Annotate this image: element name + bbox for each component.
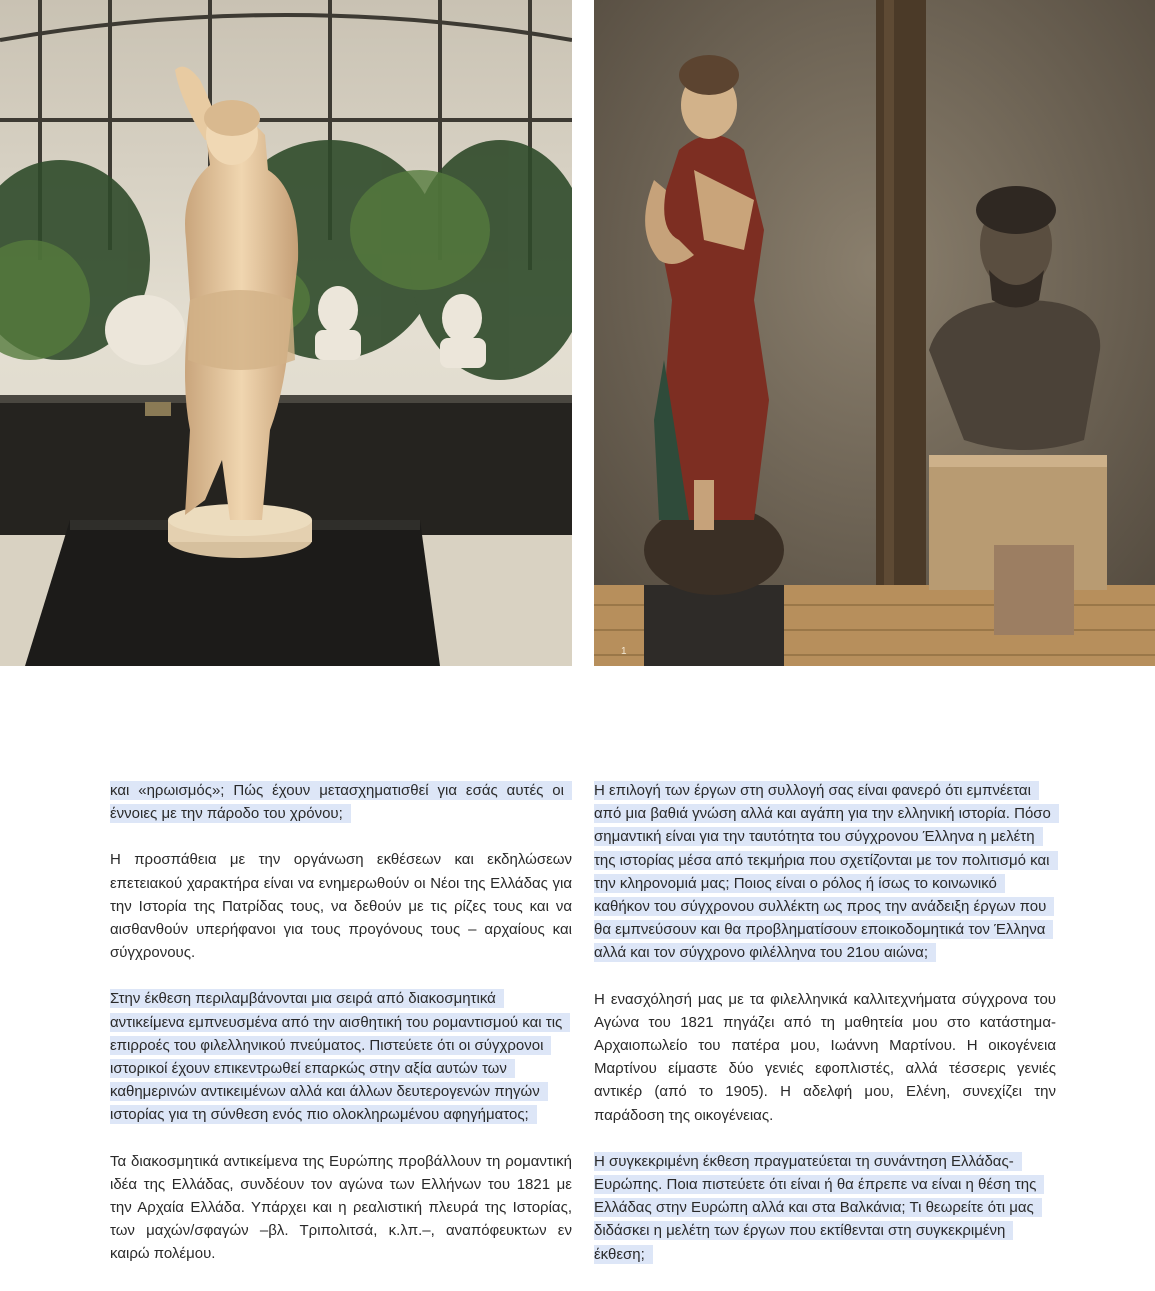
article-left-column: [110, 779, 572, 1266]
answer-paragraph: Τα διακοσμητικά αντικείμενα της Ευρώπης προβάλλουν τη ρομαντική ιδέα της Ελλάδας, συνδέουν τον αγώνα των Ελλήνων του 1821 με την Αρχαία Ελλάδα. Υπάρχει και η ρεαλιστική πλευρά της Ιστορίας, των μαχών/σφαγών –βλ. Τριπολιτσά, κ.λπ.–, αναπόφευκτων εν καιρώ πολέμου.: [110, 1152, 572, 1263]
paragraph-text: Η συγκεκριμένη έκθεση πραγματεύεται τη συνάντηση Ελλάδας-Ευρώπης. Ποια πιστεύετε ότι είναι ή θα έπρεπε να είναι η θέση της Ελλάδας στην Ευρώπη αλλά και στα Βαλκάνια; Τι θεωρείτε ότι μας διδάσκει η μελέτη των έργων που εκτίθενται στη συγκεκριμένη έκθεση;: [594, 1152, 1044, 1264]
figurehead-and-bust-image: [594, 0, 1155, 666]
marble-statue-image: [0, 0, 572, 666]
paragraph-text: Η επιλογή των έργων στη συλλογή σας είναι φανερό ότι εμπνέεται από μια βαθιά γνώση αλλά και αγάπη για την ελληνική ιστορία. Πόσο σημαντική είναι για την ταυτότητα του σύγχρονου Έλληνα η μελέτη της ιστορίας μέσα από τεκμήρια που σχετίζονται με τον πολιτισμό και την κληρονομιά μας; Ποιος είναι ο ρόλος ή ίσως το κοινωνικό καθήκον του σύγχρονου συλλέκτη ως προς την ανάδειξη έργων που θα εμπνεύσουν και θα προβληματίσουν εποικοδομητικά τον Έλληνα αλλά και τον σύγχρονο φιλέλληνα του 21ου αιώνα;: [594, 781, 1059, 962]
paragraph-text: Στην έκθεση περιλαμβάνονται μια σειρά από διακοσμητικά αντικείμενα εμπνευσμένα από την αισθητική του ρομαντισμού και τις επιρροές του φιλελληνικού πνεύματος. Πιστεύετε ότι οι σύγχρονοι ιστορικοί έχουν επικεντρωθεί επαρκώς στην αξία αυτών των καθημερινών αντικειμένων αλλά και άλλων δευτερογενών πηγών ιστορίας για τη σύνθεση ενός πιο ολοκληρωμένου αφηγήματος;: [110, 989, 570, 1124]
question-paragraph: [110, 987, 572, 1126]
article-right-column: [594, 779, 1056, 1266]
photo-caption-number: 1: [621, 646, 627, 657]
answer-paragraph: Η ενασχόλησή μας με τα φιλελληνικά καλλιτεχνήματα σύγχρονα του Αγώνα του 1821 πηγάζει από τη μαθητεία μου στο κατάστημα-Αρχαιοπωλείο του πατέρα μου, Ιωάννη Μαρτίνου. Η οικογένεια Μαρτίνου είμαστε δύο γενιές εφοπλιστές, αλλά τέσσερις γενιές αντικέρ (από το 1905). Η αδελφή μου, Ελένη, συνεχίζει την παράδοση της οικογένειας.: [594, 990, 1056, 1124]
answer-paragraph: Η προσπάθεια με την οργάνωση εκθέσεων και εκδηλώσεων επετειακού χαρακτήρα είναι να ενημερωθούν οι Νέοι της Ελλάδας για την Ιστορία της Πατρίδας τους, να δεθούν με τις ρίζες τους και να αισθανθούν υπερήφανοι για τους προγόνους τους – αρχαίους και σύγχρονους.: [110, 851, 572, 962]
photo-figurehead-and-bust: [594, 0, 1155, 666]
question-paragraph: [594, 1150, 1056, 1266]
question-paragraph: [110, 779, 572, 825]
photo-marble-statue: [0, 0, 572, 666]
paragraph-text: και «ηρωισμός»; Πώς έχουν μετασχηματισθεί για εσάς αυτές οι έννοιες με την πάροδο του χρόνου;: [110, 781, 572, 823]
question-paragraph: [594, 779, 1056, 965]
